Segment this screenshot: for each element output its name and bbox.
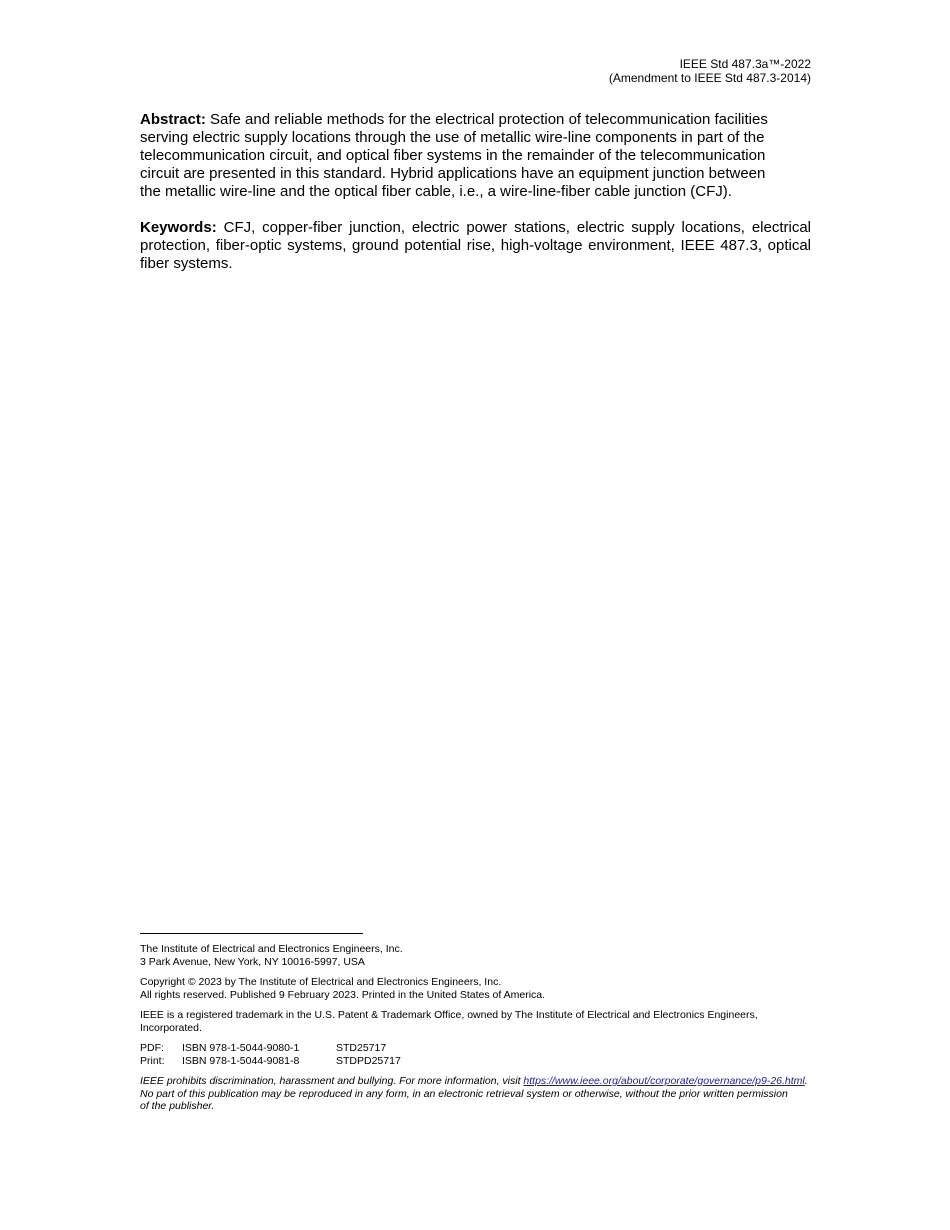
isbn-format: Print: [140,1054,165,1067]
publisher-address: 3 Park Avenue, New York, NY 10016-5997, USA [140,955,365,968]
abstract-line: serving electric supply locations through the use of metallic wire-line components in part of the [140,129,765,146]
abstract-line: telecommunication circuit, and optical fiber systems in the remainder of the telecommunication [140,147,766,164]
abstract-label: Abstract: [140,111,206,128]
footer-divider [140,933,363,934]
notice-text: . [804,1075,808,1087]
isbn-code: STD25717 [336,1042,387,1054]
abstract-line: the metallic wire-line and the optical fiber cable, i.e., a wire-line-fiber cable junction (CFJ). [140,183,732,200]
isbn-number: ISBN 978-1-5044-9081-8 [182,1054,300,1067]
isbn-row-pdf [140,1042,811,1055]
keywords-label: Keywords: [140,219,217,236]
publisher-name: The Institute of Electrical and Electronics Engineers, Inc. [140,943,403,955]
copyright-info [140,976,811,1001]
keywords-text: CFJ, copper-fiber junction, electric power stations, electric supply locations, electrical protection, fiber-optic systems, ground potential rise, high-voltage environment, IEEE 487.3, optical fiber systems. [140,219,812,272]
rights-line: All rights reserved. Published 9 February 2023. Printed in the United States of America. [140,988,546,1001]
isbn-number: ISBN 978-1-5044-9080-1 [182,1042,300,1054]
notice-text: No part of this publication may be reproduced in any form, in an electronic retrieval system or otherwise, without the prior written permission [140,1087,788,1100]
trademark-line: IEEE is a registered trademark in the U.S. Patent & Trademark Office, owned by The Institute of Electrical and Electronics Engineers, [140,1009,758,1021]
isbn-code: STDPD25717 [336,1054,401,1067]
publisher-info [140,943,811,968]
document-header [609,57,811,85]
copyright-line: Copyright © 2023 by The Institute of Electrical and Electronics Engineers, Inc. [140,976,502,988]
keywords-section [140,219,811,273]
abstract-line: Safe and reliable methods for the electrical protection of telecommunication facilities [210,111,768,128]
abstract-section [140,111,811,201]
trademark-line: Incorporated. [140,1021,202,1034]
amendment-note: (Amendment to IEEE Std 487.3-2014) [608,71,811,85]
isbn-table [140,1042,811,1067]
abstract-line: circuit are presented in this standard. Hybrid applications have an equipment junction between [140,165,766,182]
isbn-row-print [140,1055,811,1068]
notice-text: of the publisher. [140,1100,215,1112]
trademark-info [140,1009,811,1034]
legal-notice [140,1075,811,1113]
policy-link[interactable]: https://www.ieee.org/about/corporate/governance/p9-26.html [523,1075,805,1087]
standard-designation: IEEE Std 487.3a™-2022 [679,57,811,71]
isbn-format: PDF: [140,1042,164,1054]
publication-footer [140,933,811,1113]
notice-text: IEEE prohibits discrimination, harassment and bullying. For more information, visit [140,1075,524,1087]
